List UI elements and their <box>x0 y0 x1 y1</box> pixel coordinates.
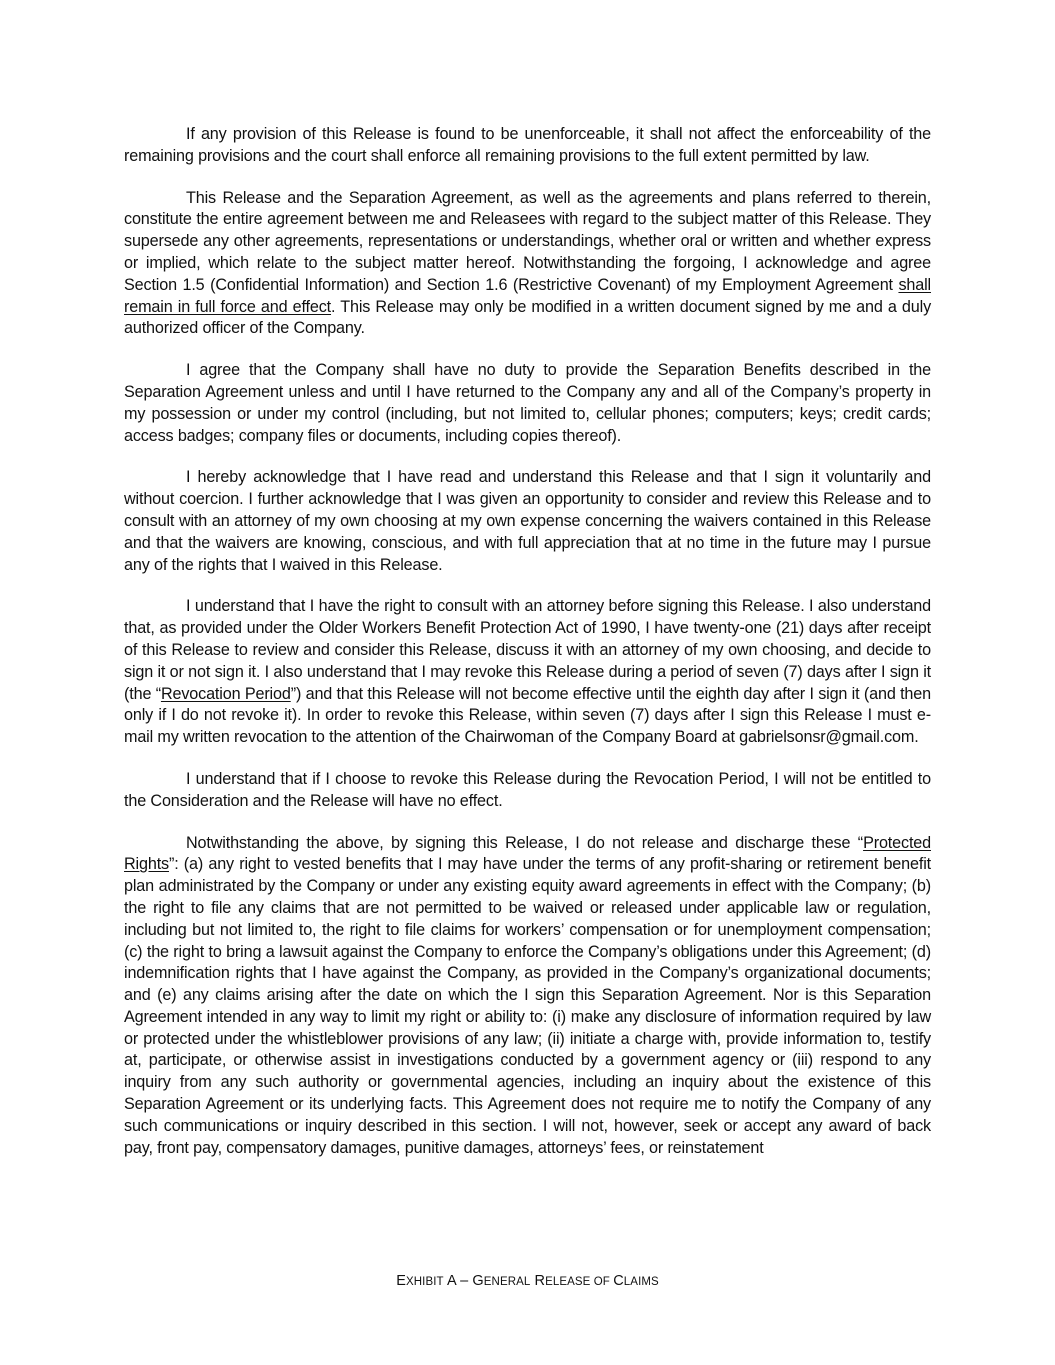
underlined-full-force-phrase: shall remain in full force and effect <box>124 275 931 316</box>
paragraph-return-property <box>124 360 931 447</box>
footer-g: G <box>472 1273 484 1289</box>
paragraph-severability-text: If any provision of this Release is found to be unenforceable, it shall not affect the enforceability of the remaining provisions and the court shall enforce all remaining provisions to the full extent permitted by law. <box>124 125 931 165</box>
paragraph-entire-agreement-text-b: . This Release may only be modified in a written document signed by me and a duly authorized officer of the Company. <box>124 297 932 338</box>
paragraph-revoke-effect <box>124 769 931 813</box>
underlined-revocation-period: Revocation Period <box>160 684 291 703</box>
footer-laims: LAIMS <box>623 1276 659 1288</box>
paragraph-severability <box>124 124 931 168</box>
paragraph-revocation <box>124 596 931 749</box>
footer-a: A – <box>443 1273 473 1289</box>
footer-of: OF <box>590 1276 614 1288</box>
underlined-protected-rights: Protected Rights <box>124 833 931 874</box>
paragraph-protected-rights <box>124 833 931 1160</box>
document-page <box>124 124 931 1179</box>
paragraph-acknowledgment <box>124 467 931 576</box>
paragraph-revoke-effect-text: I understand that if I choose to revoke this Release during the Revocation Period, I will not be entitled to the Consideration and the Release will have no effect. <box>124 769 931 810</box>
footer-e: E <box>396 1273 406 1289</box>
footer-r: R <box>530 1273 546 1289</box>
footer-eneral: ENERAL <box>483 1276 531 1288</box>
paragraph-revocation-text-a: I understand that I have the right to consult with an attorney before signing this Release. I also understand that, as provided under the Older Workers Benefit Protection Act of 1990, I have twenty-one (21) days after receipt of this Release to review and consider this Release, discuss it with an attorney of my own choosing, and decide to sign it or not sign it. I also understand that I may revoke this Release during a period of seven (7) days after I sign it (the “ <box>124 597 931 703</box>
footer-c: C <box>613 1273 624 1289</box>
paragraph-protected-rights-text-a: Notwithstanding the above, by signing this Release, I do not release and discharge these “ <box>186 833 864 852</box>
paragraph-entire-agreement-text-a: This Release and the Separation Agreement, as well as the agreements and plans referred to therein, constitute the entire agreement between me and Releasees with regard to the subject matter of this Release. They supersede any other agreements, representations or understandings, whether oral or written and whether express or implied, which relate to the subject matter hereof. Notwithstanding the forgoing, I acknowledge and agree Section 1.5 (Confidential Information) and Section 1.6 (Restrictive Covenant) of my Employment Agreement <box>124 188 931 294</box>
paragraph-acknowledgment-text: I hereby acknowledge that I have read and understand this Release and that I sign it voluntarily and without coercion. I further acknowledge that I was given an opportunity to consider and review this Release and to consult with an attorney of my own choosing at my own expense concerning the waivers contained in this Release and that the waivers are knowing, conscious, and with full appreciation that at no time in the future may I pursue any of the rights that I waived in this Release. <box>124 468 931 574</box>
paragraph-return-property-text: I agree that the Company shall have no duty to provide the Separation Benefits described in the Separation Agreement unless and until I have returned to the Company any and all of the Company’s property in my possession or under my control (including, but not limited to, cellular phones; computers; keys; credit cards; access badges; company files or documents, including copies thereof). <box>124 361 931 445</box>
footer-xhibit: XHIBIT <box>405 1276 444 1288</box>
paragraph-entire-agreement <box>124 188 931 341</box>
paragraph-revocation-text-b: ”) and that this Release will not become effective until the eighth day after I sign it (and then only if I do not revoke it). In order to revoke this Release, within seven (7) days after I sign this Release I must e-mail my written revocation to the attention of the Chairwoman of the Company Board at gabrielsonsr@gmail.com. <box>124 684 931 747</box>
page-footer <box>0 1273 1055 1289</box>
paragraph-protected-rights-text-b: ”: (a) any right to vested benefits that I may have under the terms of any profit-sharing or retirement benefit plan administrated by the Company or under any existing equity award agreements in effect with the Company; (b) the right to file any claims that are not permitted to be waived or released under applicable law or regulation, including but not limited to, the right to file claims for workers’ compensation or for unemployment compensation; (c) the right to bring a lawsuit against the Company to enforce the Company’s obligations under this Agreement; (d) indemnification rights that I have against the Company, as provided in the Company’s organizational documents; and (e) any claims arising after the date on which the I sign this Separation Agreement. Nor is this Separation Agreement intended in any way to limit my right or ability to: (i) make any disclosure of information required by law or protected under the whistleblower provisions of any law; (ii) initiate a charge with, provide information to, testify at, participate, or otherwise assist in investigations conducted by a government agency or (iii) respond to any inquiry from any such authority or governmental agencies, including an inquiry about the existence of this Separation Agreement or its underlying facts. This Agreement does not require me to notify the Company of any such communications or inquiry described in this section. I will not, however, seek or accept any award of back pay, front pay, compensatory damages, punitive damages, attorneys’ fees, or reinstatement <box>124 855 931 1157</box>
footer-elease: ELEASE <box>545 1276 591 1288</box>
